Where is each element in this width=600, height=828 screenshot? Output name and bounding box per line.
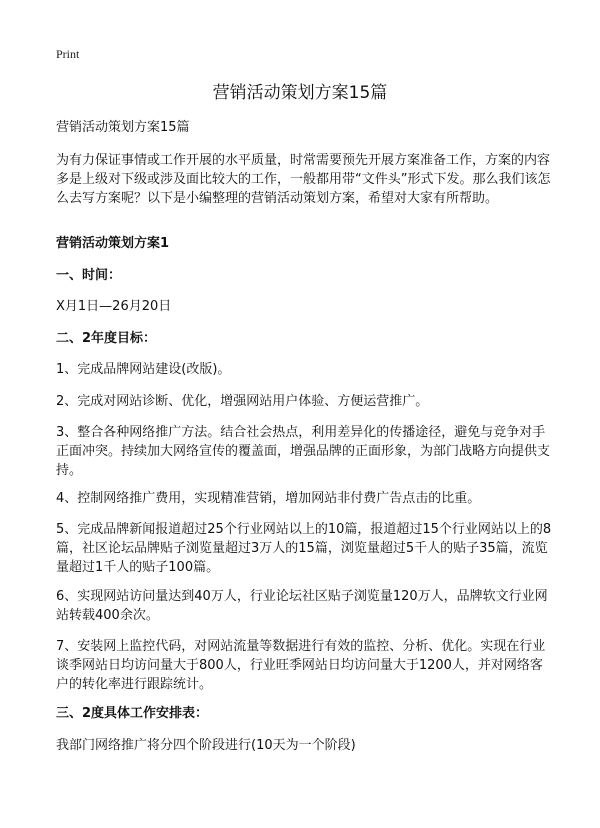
print-label[interactable]: Print — [56, 47, 80, 61]
document-subtitle: 营销活动策划方案15篇 — [56, 120, 190, 135]
heading-plan: 三、2度具体工作安排表： — [56, 706, 209, 721]
goal-item-1: 1、完成品牌网站建设(改版)。 — [56, 362, 231, 377]
goal-item-6: 6、实现网站访问量达到40万人，行业论坛社区贴子浏览量120万人，品牌软文行业网站转载400余次。 — [56, 589, 548, 623]
intro-paragraph: 为有力保证事情或工作开展的水平质量，时常需要预先开展方案准备工作，方案的内容多是上级对下级或涉及面比较大的工作，一般都用带“文件头”形式下发。那么我们该怎么去写方案呢？以下是小编整理的营销活动策划方案，希望对大家有所帮助。 — [56, 153, 551, 206]
section-title: 营销活动策划方案1 — [56, 236, 170, 251]
goal-item-2: 2、完成对网站诊断、优化，增强网站用户体验、方便运营推广。 — [56, 394, 429, 409]
time-text: X月1日—26月20日 — [56, 299, 172, 314]
goal-item-5: 5、完成品牌新闻报道超过25个行业网站以上的10篇，报道超过15个行业网站以上的8篇，社区论坛品牌贴子浏览量超过3万人的15篇，浏览量超过5千人的贴子35篇，流览量超过1千人的贴子100篇。 — [56, 522, 552, 575]
plan-text: 我部门网络推广将分四个阶段进行(10天为一个阶段) — [56, 738, 356, 753]
heading-goal: 二、2年度目标： — [56, 331, 157, 346]
heading-time: 一、时间： — [56, 268, 122, 283]
page-title: 营销活动策划方案15篇 — [212, 83, 388, 103]
goal-item-7: 7、安装网上监控代码，对网站流量等数据进行有效的监控、分析、优化。实现在行业谈季网站日均访问量大于800人，行业旺季网站日均访问量大于1200人，并对网络客户的转化率进行跟踪统计。 — [56, 639, 546, 692]
goal-item-4: 4、控制网络推广费用，实现精准营销，增加网站非付费广告点击的比重。 — [56, 491, 481, 506]
goal-item-3: 3、整合各种网络推广方法。结合社会热点，利用差异化的传播途径，避免与竞争对手正面冲突。持续加大网络宣传的覆盖面，增强品牌的正面形象，为部门战略方向提供支持。 — [56, 425, 551, 478]
